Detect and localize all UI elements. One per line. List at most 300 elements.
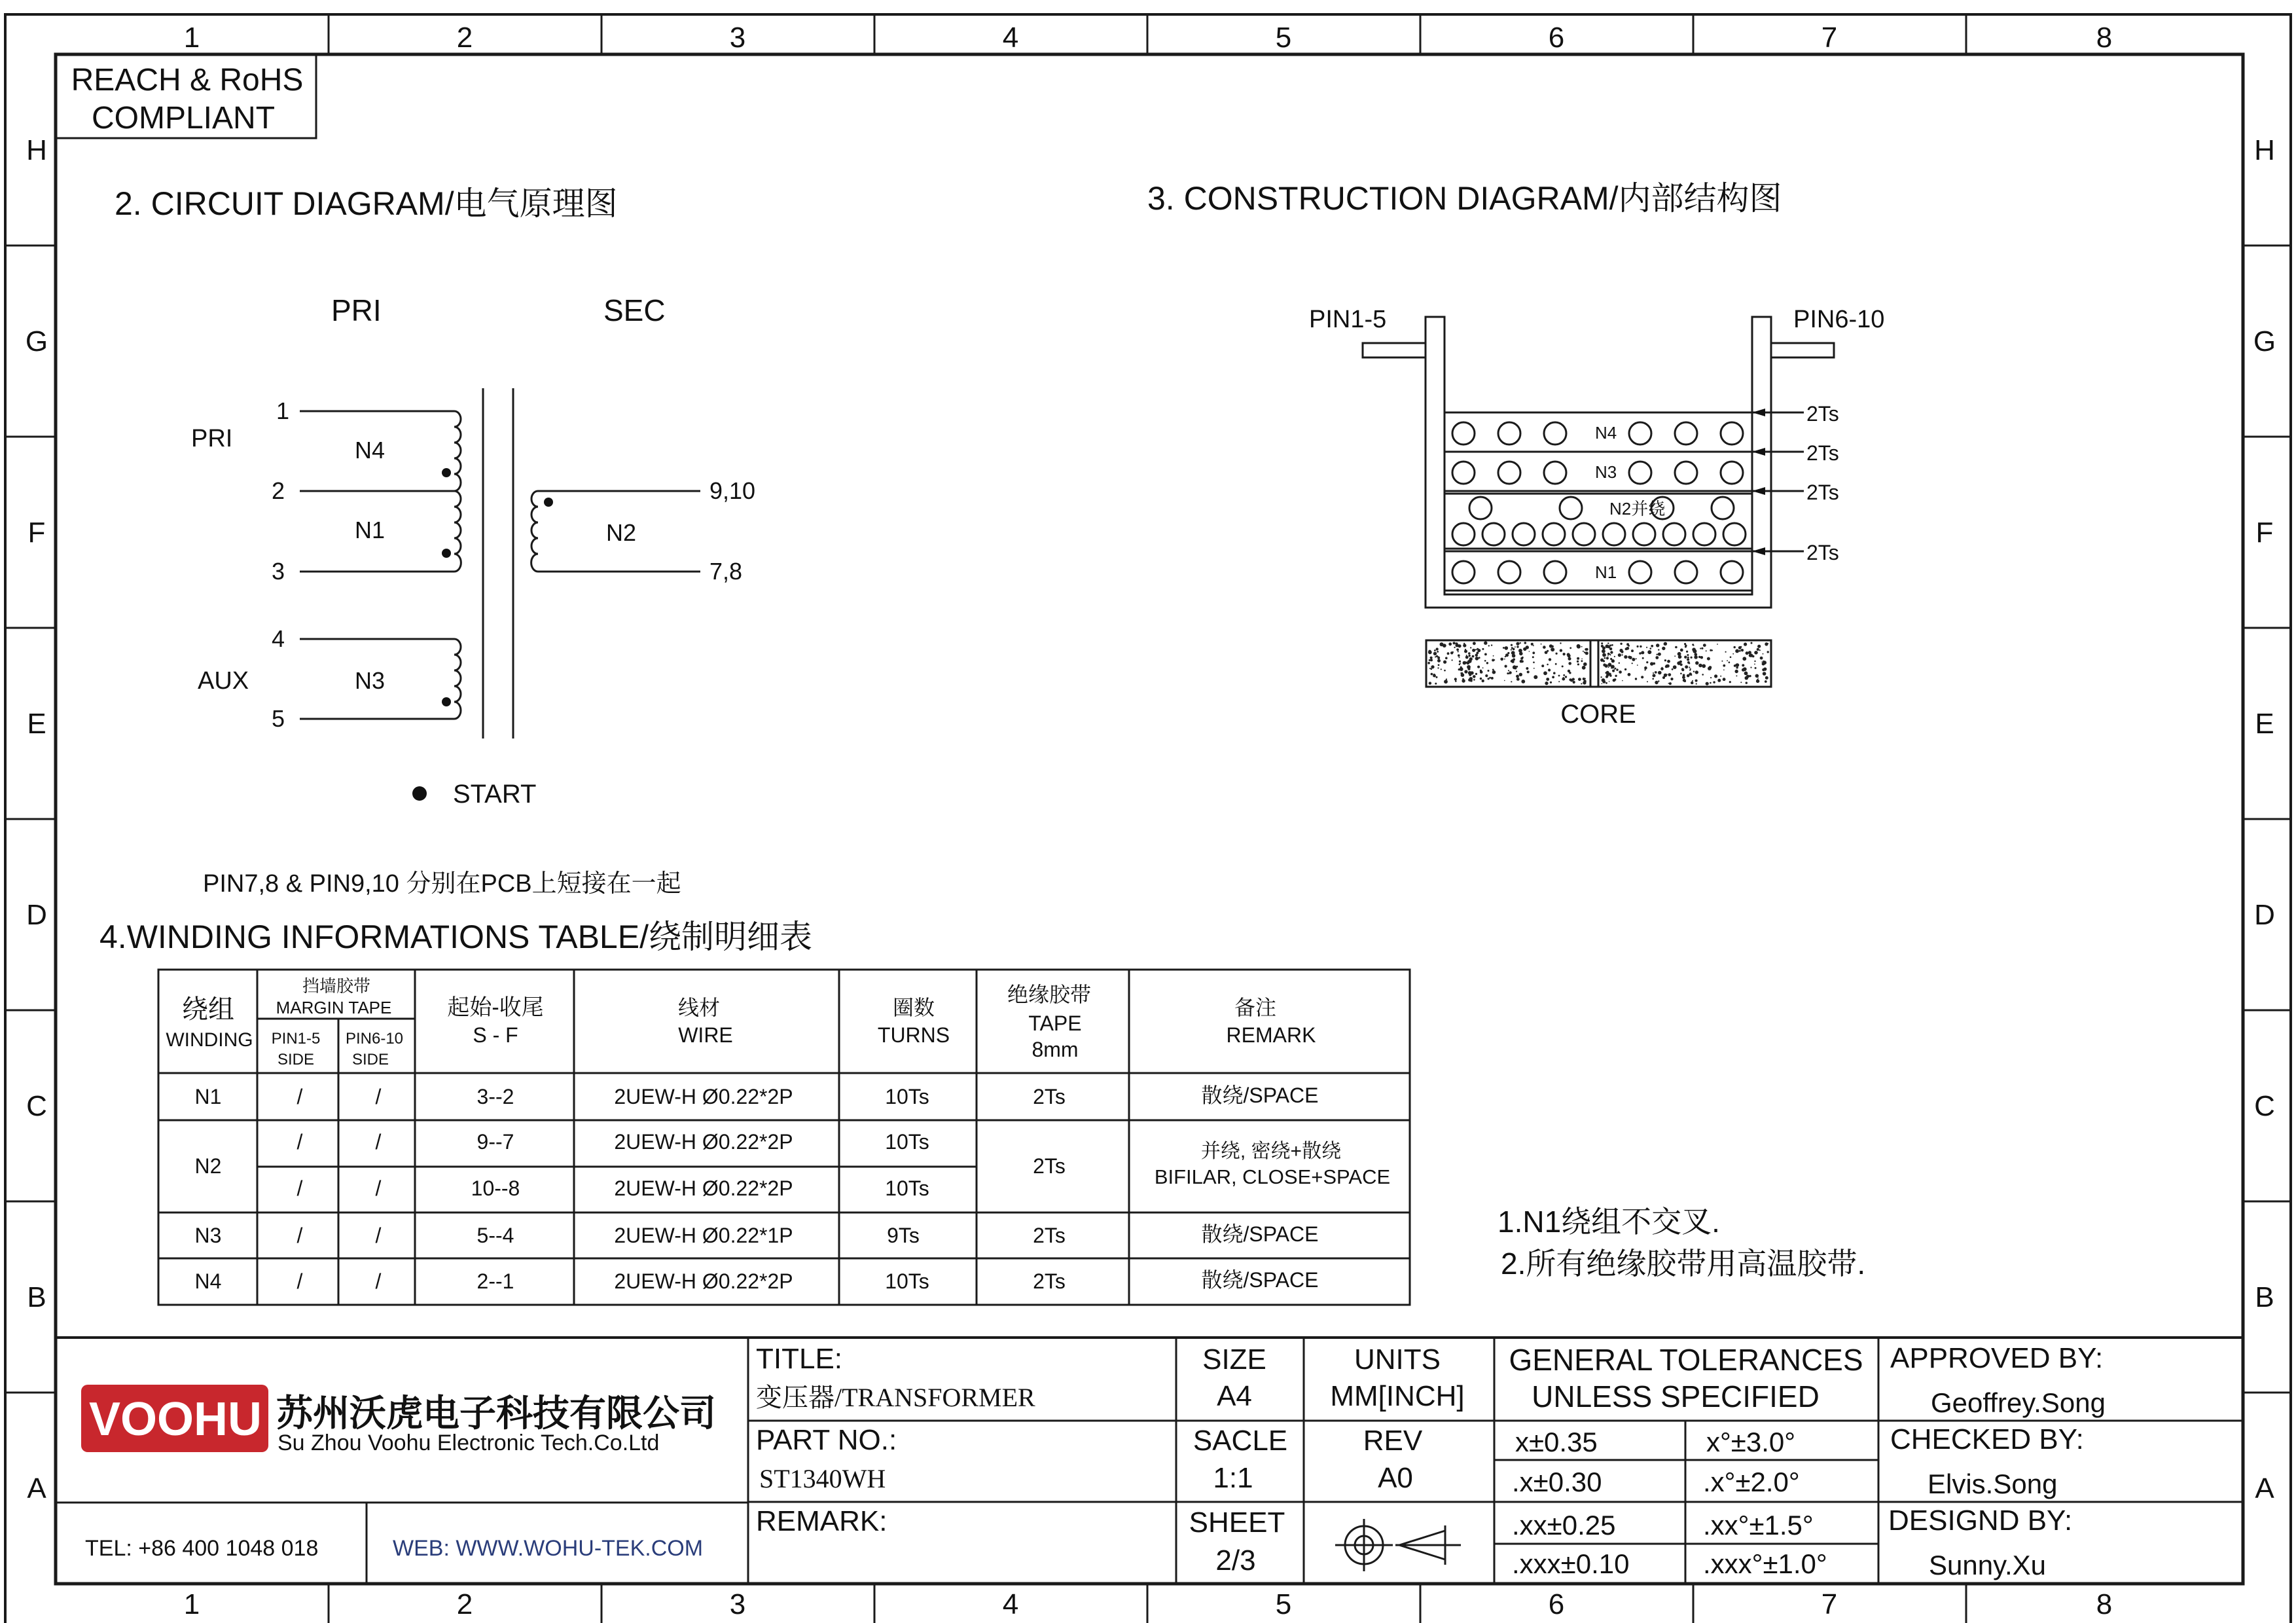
core-speck — [1484, 642, 1487, 645]
core-speck — [1465, 656, 1469, 659]
core-speck — [1606, 657, 1609, 659]
approved-value: Geoffrey.Song — [1931, 1387, 2106, 1418]
core-speck — [1736, 666, 1738, 668]
core-speck — [1735, 670, 1738, 673]
cell-tape: 2Ts — [1033, 1224, 1066, 1247]
core-speck — [1691, 682, 1693, 684]
core-speck — [1762, 668, 1765, 671]
core-speck — [1583, 651, 1584, 652]
core-speck — [1746, 651, 1749, 655]
core-speck — [1435, 656, 1436, 657]
core-speck — [1491, 677, 1494, 680]
core-speck — [1578, 678, 1581, 681]
core-speck — [1710, 682, 1712, 684]
tel: TEL: +86 400 1048 018 — [85, 1536, 319, 1561]
core-speck — [1625, 647, 1628, 650]
core-speck — [1482, 648, 1484, 650]
core-speck — [1485, 674, 1488, 677]
logo-text: VOOHU — [88, 1393, 262, 1446]
core-speck — [1460, 663, 1461, 664]
sheet-label: SHEET — [1189, 1506, 1285, 1539]
core-speck — [1757, 645, 1761, 648]
core-speck — [1632, 663, 1633, 664]
core-speck — [1729, 681, 1731, 683]
core-speck — [1470, 647, 1471, 648]
hdr-turns-cn: 圈数 — [892, 996, 935, 1019]
core-speck — [1639, 652, 1641, 655]
core-speck — [1467, 661, 1469, 662]
core-speck — [1437, 651, 1439, 653]
core-speck — [1614, 678, 1617, 681]
core-speck — [1626, 643, 1629, 646]
core-speck — [1673, 665, 1677, 669]
core-speck — [1610, 655, 1611, 656]
core-speck — [1687, 654, 1689, 656]
core-speck — [1702, 674, 1704, 676]
cell-winding: N2 — [194, 1154, 222, 1178]
core-speck — [1655, 671, 1657, 674]
core-speck — [1695, 670, 1698, 674]
core-speck — [1746, 682, 1748, 684]
core-speck — [1479, 657, 1480, 659]
note-2: 2.所有绝缘胶带用高温胶带. — [1501, 1247, 1866, 1281]
core-speck — [1656, 644, 1659, 647]
title-label: TITLE: — [756, 1343, 843, 1375]
core-speck — [1577, 657, 1579, 660]
core-speck — [1670, 678, 1673, 680]
core-speck — [1527, 670, 1530, 673]
core-speck — [1463, 644, 1466, 647]
core-speck — [1694, 655, 1698, 659]
core-speck — [1573, 681, 1575, 684]
hdr-turns-en: TURNS — [877, 1023, 950, 1047]
core-speck — [1655, 656, 1659, 659]
construction-title: 3. CONSTRUCTION DIAGRAM/内部结构图 — [1147, 180, 1782, 217]
core-speck — [1482, 680, 1484, 682]
core-speck — [1685, 646, 1687, 648]
core-speck — [1717, 644, 1718, 645]
tol-linear: .xx±0.25 — [1512, 1510, 1616, 1541]
wire-circle — [1629, 462, 1651, 484]
core-speck — [1608, 666, 1609, 668]
core-speck — [1437, 657, 1440, 659]
core-speck — [1696, 683, 1697, 684]
cell-winding: N1 — [194, 1085, 222, 1108]
core-speck — [1520, 657, 1523, 660]
core-speck — [1486, 662, 1488, 664]
cell-tape: 2Ts — [1033, 1154, 1066, 1178]
core-speck — [1581, 646, 1583, 647]
wire-circle — [1498, 462, 1520, 484]
core-speck — [1744, 672, 1748, 676]
wire-circle — [1712, 497, 1734, 519]
hdr-margin-en: MARGIN TAPE — [276, 998, 392, 1017]
core-speck — [1509, 671, 1511, 674]
core-speck — [1556, 653, 1558, 655]
core-speck — [1577, 661, 1579, 663]
core-speck — [1505, 646, 1509, 650]
core-speck — [1473, 679, 1475, 681]
tol-angular: .xx°±1.5° — [1703, 1510, 1814, 1541]
title-block — [56, 1338, 2243, 1584]
core-speck — [1631, 649, 1634, 652]
start-dot-n1 — [442, 549, 451, 558]
winding-n2: N2 — [606, 519, 637, 546]
core-speck — [1732, 653, 1734, 655]
core-speck — [1618, 653, 1621, 657]
core-speck — [1765, 676, 1768, 680]
core-speck — [1441, 668, 1442, 670]
core-speck — [1632, 658, 1635, 661]
core-speck — [1604, 657, 1606, 659]
core-speck — [1727, 660, 1728, 661]
winding-table — [99, 919, 1410, 1305]
core-speck — [1462, 679, 1465, 682]
wire-circle — [1452, 561, 1475, 583]
core-speck — [1433, 674, 1436, 678]
core-speck — [1684, 656, 1687, 659]
core-speck — [1668, 673, 1671, 676]
core-speck — [1714, 674, 1717, 678]
core-speck — [1467, 668, 1470, 670]
compliance-line2: COMPLIANT — [91, 101, 276, 136]
core-speck — [1472, 649, 1475, 652]
hdr-remark-cn: 备注 — [1234, 996, 1277, 1019]
hdr-tape-cn: 绝缘胶带 — [1007, 983, 1092, 1006]
core-label: CORE — [1560, 700, 1636, 729]
compliance-box — [56, 54, 316, 138]
core-speck — [1619, 670, 1622, 674]
core-speck — [1492, 670, 1496, 674]
wire-circle — [1513, 523, 1535, 545]
core-speck — [1681, 668, 1684, 671]
row-label: F — [27, 517, 46, 549]
core-speck — [1616, 668, 1618, 670]
core-speck — [1516, 646, 1518, 647]
core-speck — [1508, 670, 1509, 671]
wire-circle — [1723, 523, 1746, 545]
core-speck — [1570, 647, 1571, 649]
core-speck — [1585, 678, 1586, 680]
hdr-wire-en: WIRE — [678, 1023, 733, 1047]
core-speck — [1765, 680, 1767, 683]
core-speck — [1511, 681, 1512, 682]
core-speck — [1672, 668, 1674, 670]
row-label: F — [2255, 517, 2274, 549]
core-speck — [1650, 647, 1652, 649]
core-speck — [1735, 649, 1739, 653]
core-speck — [1472, 655, 1475, 658]
remark-label: REMARK: — [756, 1505, 888, 1537]
core-speck — [1674, 655, 1676, 657]
core-speck — [1453, 642, 1456, 644]
core-speck — [1736, 675, 1737, 676]
col-label: 4 — [1002, 1588, 1019, 1620]
core-speck — [1458, 654, 1460, 657]
core-speck — [1475, 657, 1479, 661]
core-speck — [1577, 644, 1581, 648]
cell-remark: 散绕/SPACE — [1201, 1222, 1319, 1246]
row-label: A — [2255, 1472, 2274, 1504]
core-speck — [1602, 653, 1606, 657]
core-speck — [1689, 670, 1691, 671]
col-label: 3 — [729, 22, 746, 54]
wire-circles — [1452, 422, 1746, 583]
core-speck — [1693, 671, 1695, 672]
core-speck — [1723, 669, 1725, 670]
core-speck — [1581, 683, 1582, 684]
core-speck — [1488, 670, 1490, 672]
core-speck — [1710, 677, 1712, 678]
sec-header: SEC — [603, 293, 666, 327]
core-speck — [1712, 649, 1713, 651]
core-speck — [1436, 647, 1439, 650]
wire-circle — [1573, 523, 1595, 545]
core-speck — [1531, 643, 1534, 646]
cell-margin: / — [375, 1176, 382, 1200]
wire-circle — [1721, 462, 1743, 484]
core-speck — [1755, 674, 1759, 678]
core-speck — [1635, 678, 1637, 680]
size-value: A4 — [1217, 1380, 1252, 1412]
core-speck — [1708, 666, 1712, 670]
core-speck — [1516, 675, 1519, 678]
row-label: B — [27, 1281, 46, 1313]
core-speck — [1607, 655, 1609, 657]
core-speck — [1658, 649, 1659, 650]
core-speck — [1524, 642, 1527, 644]
row-label: H — [26, 134, 47, 166]
core-speck — [1629, 656, 1632, 659]
circuit-diagram — [115, 185, 755, 898]
hdr-sf-cn: 起始-收尾 — [447, 995, 544, 1020]
core-speck — [1615, 675, 1617, 677]
tol-angular: .xxx°±1.0° — [1703, 1548, 1827, 1579]
cell-remark-cn: 并绕, 密绕+散绕 — [1200, 1140, 1342, 1162]
cell-margin: / — [375, 1269, 382, 1293]
core-speck — [1507, 672, 1509, 674]
wire-circle — [1544, 561, 1566, 583]
core-speck — [1605, 682, 1607, 684]
core-speck — [1520, 660, 1523, 663]
core-speck — [1436, 676, 1438, 678]
wire-circle — [1693, 523, 1715, 545]
core-speck — [1707, 657, 1710, 661]
pin-3: 3 — [272, 558, 285, 585]
core-speck — [1488, 645, 1490, 646]
cell-sf: 3--2 — [476, 1085, 514, 1108]
wire-circle — [1633, 523, 1655, 545]
col-label: 5 — [1275, 22, 1292, 54]
core-speck — [1646, 661, 1648, 663]
core-speck — [1560, 649, 1562, 651]
web-link[interactable]: WEB: WWW.WOHU-TEK.COM — [393, 1536, 704, 1561]
core-speck — [1458, 651, 1459, 652]
core-speck — [1470, 680, 1473, 682]
wire-circle — [1675, 462, 1697, 484]
core-speck — [1546, 678, 1549, 681]
tape-label: 2Ts — [1806, 541, 1839, 564]
core-speck — [1742, 664, 1744, 666]
row-label: H — [2254, 134, 2275, 166]
core-speck — [1667, 660, 1670, 663]
core-speck — [1612, 660, 1615, 663]
core-speck — [1454, 647, 1455, 648]
units-label: UNITS — [1354, 1343, 1441, 1376]
cell-turns: 10Ts — [885, 1130, 929, 1154]
start-dot-n4 — [442, 468, 451, 477]
pri-header: PRI — [331, 293, 382, 327]
core-speck — [1658, 671, 1662, 675]
core-speck — [1563, 653, 1566, 655]
cell-turns: 9Ts — [887, 1224, 920, 1247]
core-speck — [1443, 661, 1446, 664]
core-speck — [1534, 675, 1537, 679]
pin-9-10: 9,10 — [709, 477, 756, 504]
tol-line2: UNLESS SPECIFIED — [1532, 1379, 1820, 1413]
core-speck — [1685, 665, 1688, 668]
cell-margin: / — [375, 1130, 382, 1154]
core-speck — [1754, 661, 1755, 662]
core-speck — [1742, 668, 1745, 672]
core-speck — [1641, 676, 1643, 678]
core-speck — [1526, 667, 1528, 670]
core-speck — [1458, 668, 1460, 670]
core-speck — [1644, 666, 1647, 670]
core-speck — [1691, 657, 1693, 659]
core-speck — [1695, 661, 1698, 665]
core-speck — [1736, 663, 1739, 666]
core-speck — [1562, 678, 1565, 681]
core-speck — [1730, 656, 1732, 658]
notes — [1498, 1205, 1865, 1281]
size-label: SIZE — [1202, 1343, 1266, 1376]
core-speck — [1505, 665, 1507, 668]
core-speck — [1447, 652, 1450, 655]
core-speck — [1582, 666, 1586, 670]
core-speck — [1534, 668, 1535, 669]
core-speck — [1431, 665, 1434, 668]
hdr-winding-en: WINDING — [166, 1029, 253, 1051]
core-speck — [1637, 665, 1638, 666]
core-speck — [1446, 678, 1447, 680]
checked-label: CHECKED BY: — [1890, 1423, 2084, 1455]
core-speck — [1723, 678, 1726, 681]
tape-label: 2Ts — [1806, 441, 1839, 465]
core-speck — [1549, 658, 1551, 661]
core-speck — [1749, 654, 1752, 657]
core-speck — [1458, 657, 1460, 658]
core-speck — [1473, 675, 1476, 678]
core-speck — [1754, 651, 1758, 655]
core-speck — [1757, 648, 1759, 651]
cell-margin: / — [296, 1085, 303, 1108]
cell-wire: 2UEW-H Ø0.22*2P — [614, 1130, 793, 1154]
core-speck — [1682, 676, 1685, 679]
core-speck — [1669, 682, 1672, 685]
cell-tape: 2Ts — [1033, 1269, 1066, 1293]
core-speck — [1581, 659, 1583, 660]
core-speck — [1532, 651, 1535, 654]
aux-label: AUX — [198, 667, 249, 695]
start-dot-n3 — [442, 697, 451, 706]
core-speck — [1577, 663, 1579, 665]
core-speck — [1429, 659, 1431, 661]
core-speck — [1603, 681, 1605, 683]
hdr-remark-en: REMARK — [1226, 1023, 1316, 1047]
core-speck — [1687, 658, 1689, 661]
core-speck — [1606, 674, 1608, 676]
tol-linear: .x±0.30 — [1512, 1467, 1602, 1497]
core-speck — [1723, 665, 1725, 667]
wire-circle — [1544, 462, 1566, 484]
tol-linear: x±0.35 — [1515, 1427, 1598, 1457]
wire-circle — [1543, 523, 1565, 545]
core-speck — [1526, 646, 1529, 649]
core-speck — [1700, 647, 1701, 649]
checked-value: Elvis.Song — [1928, 1468, 2058, 1499]
cell-winding: N4 — [194, 1269, 222, 1293]
core-speck — [1698, 664, 1702, 668]
voohu-logo — [81, 1385, 268, 1452]
core-speck — [1664, 643, 1666, 646]
approved-label: APPROVED BY: — [1890, 1342, 2104, 1374]
row-label: D — [26, 899, 47, 931]
pin-5: 5 — [272, 705, 285, 732]
core-speck — [1484, 653, 1487, 656]
core-speck — [1570, 679, 1573, 682]
hdr-pin15-side: SIDE — [277, 1051, 315, 1068]
wire-circle — [1452, 523, 1475, 545]
core-speck — [1646, 647, 1647, 648]
core-speck — [1520, 642, 1521, 644]
core-speck — [1454, 678, 1457, 680]
core-speck — [1609, 681, 1610, 682]
core-speck — [1734, 646, 1736, 648]
core-speck — [1763, 653, 1764, 655]
core-speck — [1665, 665, 1668, 668]
core-speck — [1504, 680, 1505, 682]
core-speck — [1637, 646, 1639, 647]
core-speck — [1757, 678, 1759, 679]
core-speck — [1450, 651, 1453, 654]
core-speck — [1469, 655, 1471, 657]
core-speck — [1429, 682, 1431, 684]
cell-margin: / — [296, 1224, 303, 1247]
tol-angular: .x°±2.0° — [1703, 1467, 1800, 1497]
core-speck — [1765, 642, 1768, 646]
winding-n3: N3 — [355, 667, 386, 694]
core-speck — [1541, 665, 1544, 667]
layer-n2: N2并绕 — [1609, 499, 1666, 519]
hdr-pin15: PIN1-5 — [271, 1030, 321, 1048]
core-speck — [1739, 650, 1741, 652]
wire-circle — [1452, 422, 1475, 445]
cell-sf: 10--8 — [471, 1176, 520, 1200]
core-speck — [1547, 664, 1549, 666]
layer-n1: N1 — [1595, 562, 1617, 582]
cell-remark: 散绕/SPACE — [1201, 1084, 1319, 1107]
cell-sf: 2--1 — [476, 1269, 514, 1293]
core-speck — [1754, 664, 1755, 665]
core-speck — [1455, 680, 1457, 682]
designed-label: DESIGND BY: — [1888, 1504, 2073, 1537]
cell-margin: / — [375, 1085, 382, 1108]
core-speck — [1480, 670, 1482, 672]
core-speck — [1713, 681, 1715, 683]
core-speck — [1445, 657, 1448, 659]
note-1: 1.N1绕组不交叉. — [1498, 1205, 1720, 1239]
